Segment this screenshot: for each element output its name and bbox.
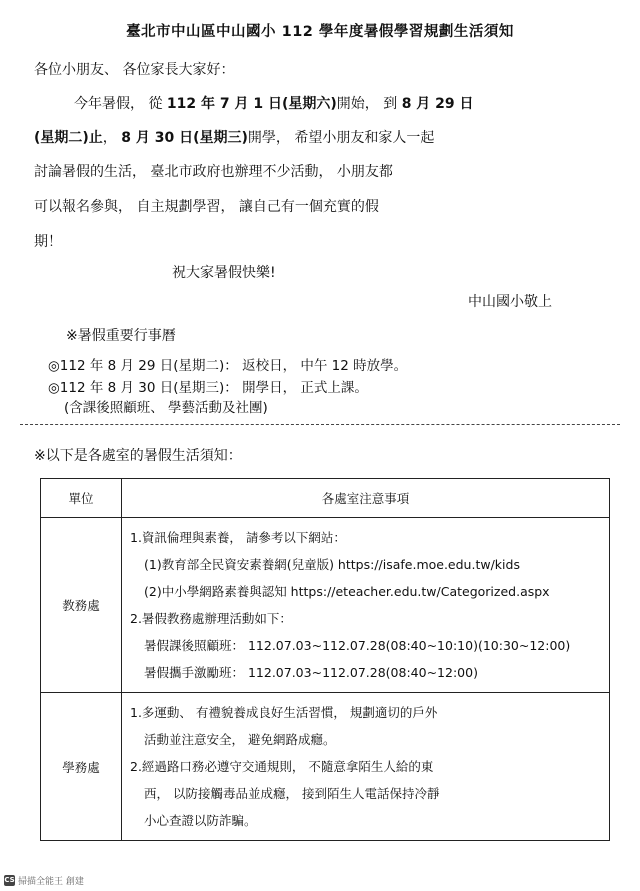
paragraph-line-1: [74, 94, 474, 114]
paragraph-line-2: [34, 128, 434, 148]
signature: 中山國小敬上: [468, 294, 552, 310]
paragraph-line-3: 討論暑假的生活， 臺北市政府也辦理不少活動， 小朋友都: [34, 164, 393, 180]
note-line: 活動並注意安全， 避免網路成癮。: [144, 732, 336, 747]
note-line: (1)教育部全民資安素養網(兒童版) https://isafe.moe.edu.tw/kids: [144, 557, 520, 572]
scanner-watermark: [4, 874, 84, 887]
note-line: 2.暑假教務處辦理活動如下：: [130, 611, 292, 626]
content-cell: [122, 518, 610, 693]
unit-cell: 教務處: [41, 518, 122, 693]
calendar-item: ◎112 年 8 月 29 日(星期二)： 返校日， 中午 12 時放學。: [48, 358, 408, 374]
calendar-note: (含課後照顧班、 學藝活動及社團): [64, 400, 268, 416]
wish-line: 祝大家暑假快樂!: [172, 265, 276, 281]
holiday-end-date: 8 月 29 日: [401, 96, 474, 112]
holiday-start-date: 112 年 7 月 1 日(星期六): [166, 96, 337, 112]
note-line: 暑假攜手激勵班： 112.07.03~112.07.28(08:40~12:00): [144, 665, 478, 680]
note-line: 小心查證以防詐騙。: [144, 813, 257, 828]
notes-table: [40, 478, 610, 841]
document-title: 臺北市中山區中山國小 112 學年度暑假學習規劃生活須知: [126, 24, 514, 40]
school-open-date: 8 月 30 日(星期三): [121, 130, 248, 146]
watermark-text: 掃描全能王 創建: [18, 877, 84, 887]
notes-intro: ※以下是各處室的暑假生活須知：: [34, 448, 242, 464]
paragraph-line-5: 期！: [34, 234, 62, 250]
unit-cell: 學務處: [41, 693, 122, 841]
table-row: [41, 518, 610, 693]
holiday-end-day: (星期二)止: [34, 130, 103, 146]
header-content: 各處室注意事項: [122, 479, 610, 518]
paragraph-line-4: 可以報名參與， 自主規劃學習， 讓自己有一個充實的假: [34, 199, 379, 215]
note-line: 2.經過路口務必遵守交通規則， 不隨意拿陌生人給的東: [130, 759, 434, 774]
table-row: [41, 693, 610, 841]
dashed-divider: [20, 424, 620, 425]
paragraph-text: 開始， 到: [336, 96, 402, 112]
note-line: (2)中小學網路素養與認知 https://eteacher.edu.tw/Categorized.aspx: [144, 584, 550, 599]
greeting: 各位小朋友、 各位家長大家好：: [34, 62, 235, 78]
paragraph-text: ，: [102, 130, 122, 146]
calendar-heading: ※暑假重要行事曆: [66, 328, 176, 344]
content-cell: [122, 693, 610, 841]
paragraph-text: 今年暑假， 從: [74, 96, 167, 112]
paragraph-text: 開學， 希望小朋友和家人一起: [247, 130, 435, 146]
table-header-row: [41, 479, 610, 518]
camscanner-logo-icon: CS: [4, 876, 15, 884]
note-line: 暑假課後照顧班： 112.07.03~112.07.28(08:40~10:10)(10:30~12:00): [144, 638, 571, 653]
note-line: 西， 以防接觸毒品並成癮， 接到陌生人電話保持冷靜: [144, 786, 440, 801]
header-unit: 單位: [41, 479, 122, 518]
note-line: 1.資訊倫理與素養， 請參考以下網站：: [130, 530, 346, 545]
calendar-item: ◎112 年 8 月 30 日(星期三)： 開學日， 正式上課。: [48, 380, 368, 396]
note-line: 1.多運動、 有禮貌養成良好生活習慣， 規劃適切的戶外: [130, 705, 438, 720]
